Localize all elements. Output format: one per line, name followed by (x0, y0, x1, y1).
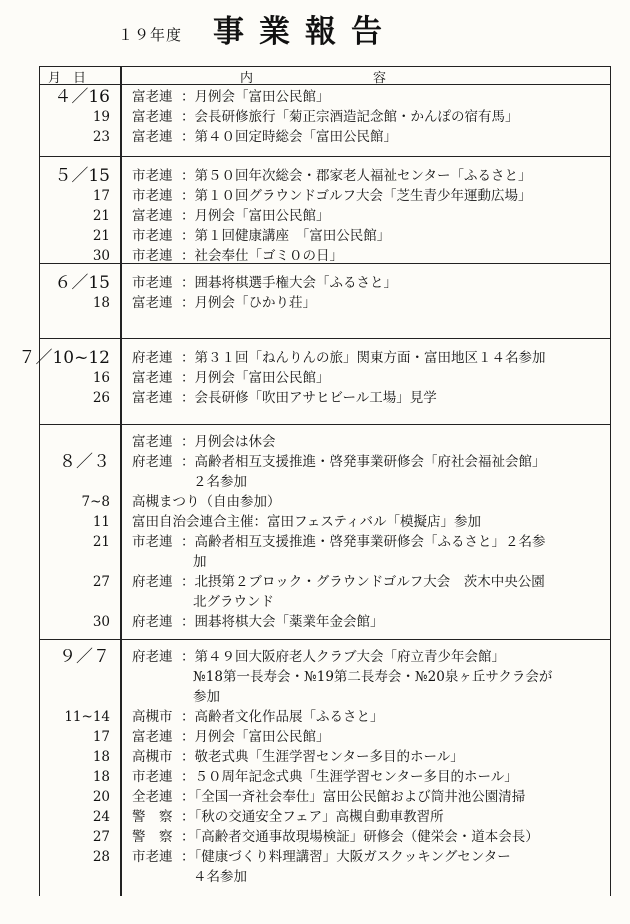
fiscal-year: １９年度 (118, 26, 183, 44)
row-content: ：月例会「富田公民館」 (181, 89, 330, 105)
row-content: ：高齢者文化作品展「ふるさと」 (181, 709, 384, 725)
row-content: ：第１回健康講座 「富田公民館」 (181, 228, 391, 244)
table-row (40, 293, 610, 313)
table-row (40, 107, 610, 127)
month-section (40, 424, 610, 640)
row-continuation: №18第一長寿会・№19第二長寿会・№20泉ヶ丘サクラ会が (193, 669, 553, 685)
table-row (40, 512, 610, 532)
row-date: ７／10~12 (18, 348, 110, 368)
row-date: 11 (92, 514, 110, 530)
row-organization: 市老連 (132, 275, 173, 291)
table-row (40, 687, 610, 707)
row-date: 28 (92, 849, 110, 865)
row-organization: 富老連 (132, 370, 173, 386)
row-date: 21 (92, 534, 110, 550)
table-row (40, 727, 610, 747)
row-content: ：「全国一斉社会奉仕」富田公民館および筒井池公園清掃 (181, 789, 526, 805)
table-row (40, 186, 610, 206)
row-content: ：会長研修旅行「菊正宗酒造記念館・かんぽの宿有馬」 (181, 109, 519, 125)
row-date: 24 (92, 809, 110, 825)
row-content: ：「健康づくり料理講習」大阪ガスクッキングセンター (181, 849, 511, 865)
row-content: ：５０周年記念式典「生涯学習センター多目的ホール」 (181, 769, 518, 785)
row-organization: 富老連 (132, 129, 173, 145)
month-section (18, 338, 610, 425)
row-organization: 全老連 (132, 789, 173, 805)
table-row (40, 572, 610, 592)
row-date: ６／15 (54, 273, 110, 293)
row-date: 20 (92, 789, 110, 805)
row-date: 18 (92, 769, 110, 785)
row-content: ：第１０回グラウンドゴルフ大会「芝生青少年運動広場」 (181, 188, 532, 204)
row-content: ：「高齢者交通事故現場検証」研修会（健栄会・道本会長） (181, 829, 539, 845)
row-date: 11~14 (64, 709, 110, 725)
header-date: 月日 (48, 71, 99, 86)
table-row (40, 612, 610, 632)
row-organization: 府老連 (132, 614, 173, 630)
table-row (40, 492, 610, 512)
row-organization: 府老連 (132, 574, 173, 590)
row-date: 27 (92, 574, 110, 590)
row-content: ：第４０回定時総会「富田公民館」 (181, 129, 397, 145)
row-organization: 富老連 (132, 729, 173, 745)
row-date: 23 (92, 129, 110, 145)
row-date: 30 (92, 248, 110, 264)
table-row (40, 87, 610, 107)
table-row (40, 166, 610, 186)
page-title: 事業報告 (213, 14, 397, 50)
row-date: 7~8 (81, 494, 110, 510)
row-content: ：月例会は休会 (181, 434, 276, 450)
table-row (18, 348, 610, 368)
row-content: ：第４９回大阪府老人クラブ大会「府立青少年会館」 (181, 649, 505, 665)
row-date: 18 (92, 295, 110, 311)
table-row (40, 667, 610, 687)
row-organization: 府老連 (132, 350, 173, 366)
row-organization: 高槻市 (132, 749, 173, 765)
row-organization: 警 察 (132, 829, 173, 845)
row-organization: 市老連 (132, 849, 173, 865)
table-row (40, 707, 610, 727)
row-date: 21 (92, 228, 110, 244)
row-continuation: 参加 (193, 689, 220, 705)
row-date: 16 (92, 370, 110, 386)
table-row (40, 867, 610, 887)
table-row (40, 472, 610, 492)
row-content: ：月例会「富田公民館」 (181, 370, 330, 386)
table-row (40, 592, 610, 612)
row-content: ：北摂第２ブロック・グラウンドゴルフ大会 茨木中央公園 (181, 574, 545, 590)
row-date: 18 (92, 749, 110, 765)
row-organization: 市老連 (132, 534, 173, 550)
row-organization: 市老連 (132, 168, 173, 184)
row-organization: 警 察 (132, 809, 173, 825)
row-organization: 富老連 (132, 390, 173, 406)
row-date: 17 (92, 188, 110, 204)
row-content: ：「秋の交通安全フェア」高槻自動車教習所 (181, 809, 444, 825)
row-content: ：月例会「富田公民館」 (181, 208, 330, 224)
row-organization: 富老連 (132, 434, 173, 450)
table-row (40, 807, 610, 827)
row-content: ：月例会「富田公民館」 (181, 729, 330, 745)
row-continuation: ２名参加 (193, 474, 247, 490)
row-organization: 府老連 (132, 649, 173, 665)
table-row (40, 647, 610, 667)
table-row (40, 368, 610, 388)
table-row (40, 552, 610, 572)
row-date: 26 (92, 390, 110, 406)
row-date: 21 (92, 208, 110, 224)
table-row (40, 532, 610, 552)
header-content: 内容 (240, 71, 507, 86)
table-row (40, 787, 610, 807)
table-row (40, 452, 610, 472)
table-row (40, 388, 610, 408)
row-continuation: 加 (193, 554, 207, 570)
row-organization: 富老連 (132, 295, 173, 311)
row-date: ５／15 (54, 166, 110, 186)
row-date: ９／７ (59, 647, 110, 667)
row-organization: 市老連 (132, 228, 173, 244)
row-content: ：第５０回年次総会・郡家老人福祉センター「ふるさと」 (181, 168, 532, 184)
row-organization: 富老連 (132, 109, 173, 125)
row-content: ：高齢者相互支援推進・啓発事業研修会「ふるさと」２名参 (181, 534, 546, 550)
table-row (40, 273, 610, 293)
row-organization: 市老連 (132, 248, 173, 264)
row-content: ：社会奉仕「ゴミ０の日」 (181, 248, 343, 264)
table-row (40, 206, 610, 226)
row-content: ：月例会「ひかり荘」 (181, 295, 316, 311)
month-section (40, 263, 610, 339)
table-row (40, 827, 610, 847)
table-row (40, 432, 610, 452)
report-header (0, 0, 630, 62)
row-organization: 高槻まつり（自由参加） (132, 494, 281, 510)
table-row (40, 847, 610, 867)
row-content: ：会長研修「吹田アサヒビール工場」見学 (181, 390, 437, 406)
row-date: 30 (92, 614, 110, 630)
row-content: ：囲碁将棋選手権大会「ふるさと」 (181, 275, 397, 291)
month-section (40, 83, 610, 157)
row-organization: 高槻市 (132, 709, 173, 725)
row-date: 17 (92, 729, 110, 745)
row-organization: 富田自治会連合主催：富田フェスティバル「模擬店」参加 (132, 514, 481, 530)
row-organization: 富老連 (132, 208, 173, 224)
month-section (40, 156, 610, 264)
report-table (18, 66, 611, 896)
row-content: ：敬老式典「生涯学習センター多目的ホール」 (181, 749, 464, 765)
row-continuation: ４名参加 (193, 869, 247, 885)
table-row (40, 767, 610, 787)
row-organization: 富老連 (132, 89, 173, 105)
row-date: 19 (92, 109, 110, 125)
row-content: ：高齢者相互支援推進・啓発事業研修会「府社会福祉会館」 (181, 454, 546, 470)
row-date: ８／３ (59, 452, 110, 472)
row-organization: 府老連 (132, 454, 173, 470)
row-date: 27 (92, 829, 110, 845)
table-row (40, 747, 610, 767)
row-organization: 市老連 (132, 769, 173, 785)
header-divider (120, 67, 122, 84)
table-row (40, 127, 610, 147)
row-organization: 市老連 (132, 188, 173, 204)
row-content: ：囲碁将棋大会「薬業年金会館」 (181, 614, 384, 630)
row-content: ：第３１回「ねんりんの旅」関東方面・富田地区１４名参加 (181, 350, 546, 366)
month-section (40, 639, 610, 896)
row-date: ４／16 (54, 87, 110, 107)
row-continuation: 北グラウンド (193, 594, 274, 610)
table-row (40, 226, 610, 246)
